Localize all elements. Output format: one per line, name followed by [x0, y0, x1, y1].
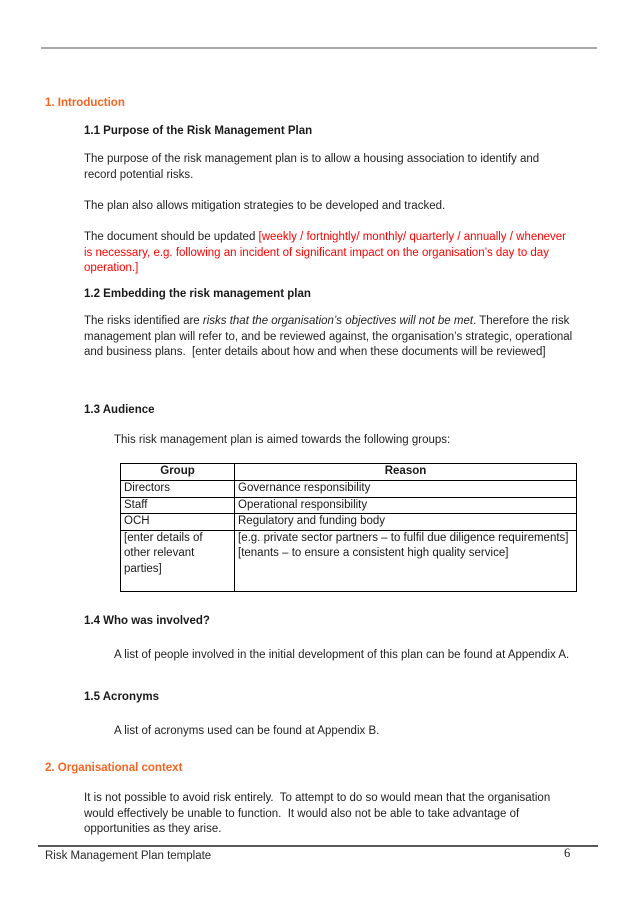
subsection-heading-embedding: 1.2 Embedding the risk management plan: [84, 288, 311, 300]
paragraph-involved: A list of people involved in the initial development of this plan can be found at Appendix A.: [114, 649, 570, 661]
audience-table: [120, 463, 577, 592]
table-header-group: Group: [121, 464, 235, 481]
table-row: [121, 530, 577, 592]
reason-cell: Operational responsibility: [235, 497, 577, 514]
paragraph-purpose-1: The purpose of the risk management plan is to allow a housing association to identify and record potential risks.: [84, 153, 543, 181]
reason-line: [e.g. private sector partners – to fulfil due diligence requirements]: [238, 531, 569, 544]
footer-document-title: Risk Management Plan template: [45, 850, 212, 862]
update-frequency-prefix: The document should be updated: [84, 231, 259, 243]
table-header-reason: Reason: [235, 464, 577, 481]
header-rule: [41, 47, 597, 49]
paragraph-embedding: [84, 314, 576, 361]
subsection-heading-involved: 1.4 Who was involved?: [84, 615, 210, 627]
table-row: [121, 514, 577, 531]
paragraph-update-frequency: [84, 230, 572, 277]
reason-cell: Regulatory and funding body: [235, 514, 577, 531]
section-heading-organisational-context: 2. Organisational context: [45, 762, 183, 774]
group-cell: Staff: [121, 497, 235, 514]
table-header-row: [121, 464, 577, 481]
group-cell: OCH: [121, 514, 235, 531]
table-row: [121, 481, 577, 498]
footer-rule: [38, 845, 598, 847]
paragraph-organisational-context: It is not possible to avoid risk entirely. To attempt to do so would mean that the organisation would effectively be unable to function. It would also not be able to take advantage of opportunities as they arise.: [84, 792, 554, 835]
subsection-heading-acronyms: 1.5 Acronyms: [84, 691, 159, 703]
subsection-heading-audience: 1.3 Audience: [84, 404, 155, 416]
reason-line: [tenants – to ensure a consistent high quality service]: [238, 547, 509, 559]
embedding-text-italic: risks that the organisation’s objectives will not be met: [202, 315, 474, 327]
reason-cell: [235, 530, 577, 592]
update-frequency-placeholder: [weekly / fortnightly/ monthly/ quarterly / annually / whenever is necessary, e.g. following an incident of significant impact on the organisation’s day to day operation.]: [84, 231, 570, 274]
paragraph-audience-intro: This risk management plan is aimed towards the following groups:: [114, 434, 451, 446]
section-heading-introduction: 1. Introduction: [45, 97, 125, 109]
table-row: [121, 497, 577, 514]
footer-page-number: 6: [564, 846, 571, 860]
group-cell: Directors: [121, 481, 235, 498]
paragraph-acronyms: A list of acronyms used can be found at Appendix B.: [114, 725, 380, 737]
embedding-text-end: . Therefore the risk management plan will refer to, and be reviewed against, the organisation’s strategic, operational and business plans. [enter details about how and when these documents will be reviewed]: [84, 315, 576, 358]
subsection-heading-purpose: 1.1 Purpose of the Risk Management Plan: [84, 125, 313, 137]
paragraph-purpose-2: The plan also allows mitigation strategies to be developed and tracked.: [84, 200, 446, 212]
group-cell: [enter details of other relevant parties]: [121, 530, 235, 592]
reason-cell: Governance responsibility: [235, 481, 577, 498]
embedding-text-start: The risks identified are: [84, 315, 203, 327]
